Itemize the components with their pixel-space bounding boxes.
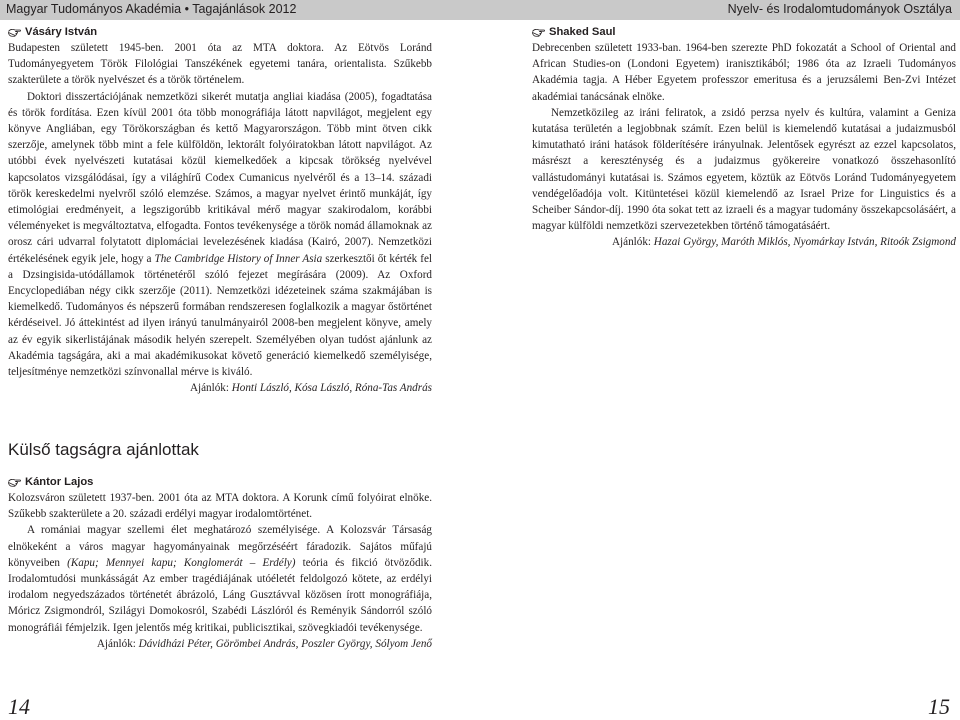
book-title: The Cambridge History of Inner Asia bbox=[154, 252, 323, 265]
nominee-heading bbox=[8, 474, 432, 490]
header-right-title: Nyelv- és Irodalomtudományok Osztálya bbox=[727, 2, 952, 16]
nominee-name: Vásáry István bbox=[25, 25, 98, 38]
left-column-kantor bbox=[8, 474, 432, 652]
achievements-paragraph: Doktori disszertációjának nemzetközi sikerét mutatja angliai kiadása (2005), fogadtatása és török fordítása. Ezen kívül 2001 óta több monográfiája látott napvilágot, megjelent egy könyve Angliában, egy Törökországban és kettő Magyarországon. Több mint ötven cikk szerzője, amelynek több mint a fele külföldön, lektorált folyóiratokban látott napvilágot. Az utóbbi évek nyelvészeti kutatásai közül kiemelkedőek a kipcsak törökség nyelvével kapcsolatos vizsgálódásai, így a világhírű Codex Cumanicus nyelvéről és a 13–14. századi török kereskedelmi nyelvről szóló elemzése. Számos, a magyar nyelvet érintő munkáját, így etimológiai eredményeit, a legszigorúbb kritikával mérő magyar szakirodalom, korábbi véleményeket is megváltoztatva, elfogadta. Fontos tevékenysége a török nomád államoknak az orosz cári udvarral folytatott diplomáciai levelezésének kiadása (Kairó, 2007). Nemzetközi értékelésének egyik jele, hogy a The Cambridge History of Inner Asia szerkesztői őt kérték fel a Dzsingisida-utódállamok történetéről szóló fejezet megírására (2009). Az Oxford Encyclopediában négy cikk szerzője (2011). Nemzetközi idézeteinek száma szakmájában is kiemelkedő. Tudományos és népszerű formában rendszeresen foglalkozik a magyar őstörténet kérdéseivel. Jó áttekintést ad ilyen irányú tanulmányairól 2008-ben megjelent könyve, amely az év egyik sikerlistájának második helyén szerepelt. Személyében olyan tudóst ajánlunk az Akadémia tagságára, aki a mai akadémikusokat követő generáció kiemelkedő személyisége, teljesítménye nemzetközi színvonallal mérve is kiváló. bbox=[8, 90, 432, 379]
nominee-name: Shaked Saul bbox=[549, 25, 616, 38]
recommenders-line: Ajánlók: Hazai György, Maróth Miklós, Nyomárkay István, Ritoók Zsigmond bbox=[612, 236, 956, 249]
header-left-title: Magyar Tudományos Akadémia • Tagajánlások 2012 bbox=[6, 2, 297, 16]
left-column-vasary bbox=[8, 24, 432, 396]
recommenders-line: Ajánlók: Honti László, Kósa László, Róna-Tas András bbox=[189, 382, 432, 395]
right-column-shaked bbox=[532, 24, 956, 251]
hand-pointer-icon bbox=[532, 27, 546, 37]
achievements-paragraph: A romániai magyar szellemi élet meghatározó személyisége. A Kolozsvár Társaság elnökeként a város magyar hagyományainak megőrzéséért fáradozik. Sajátos műfajú könyveiben (Kapu; Mennyei kapu; Konglomerát – Erdély) teória és fikció ötvöződik. Irodalomtudósi munkásságát Az ember tragédiájának utóéletét feldolgozó kötete, az erdélyi irodalom negyedszázados történetét ábrázoló, Láng Gusztávval közösen írott monográfiája, Móricz Zsigmondról, Szilágyi Domokosról, Szabédi Lászlóról és Reményik Sándorról szóló monográfiái fémjelzik. Igen jelentős még kritikai, publicisztikai, szövegkiadói tevékenysége. bbox=[8, 524, 432, 634]
recommender-names: Honti László, Kósa László, Róna-Tas András bbox=[231, 382, 432, 395]
page-number-left: 14 bbox=[8, 694, 30, 719]
bio-paragraph: Budapesten született 1945-ben. 2001 óta az MTA doktora. Az Eötvös Loránd Tudományegyetem Török Filológiai Tanszékének egyetemi tanára, orientalista. Szűkebb szakterülete a török nyelvészet és a török történelem. bbox=[8, 42, 432, 87]
running-header bbox=[0, 0, 960, 20]
page-number-right: 15 bbox=[928, 694, 950, 719]
recommender-names: Hazai György, Maróth Miklós, Nyomárkay István, Ritoók Zsigmond bbox=[653, 236, 956, 249]
recommenders-line: Ajánlók: Dávidházi Péter, Görömbei András, Poszler György, Sólyom Jenő bbox=[96, 637, 432, 650]
bio-paragraph: Debrecenben született 1933-ban. 1964-ben szerezte PhD fokozatát a School of Oriental and African Studies-on (Londoni Egyetem) iranisztikából; 1986 óta az Izraeli Tudományos Akadémia tagja. A Héber Egyetem professzor emeritusa és a jeruzsálemi Ben-Zvi Intézet akadémiai tanácsának elnöke. bbox=[532, 42, 956, 103]
bio-paragraph: Kolozsváron született 1937-ben. 2001 óta az MTA doktora. A Korunk című folyóirat elnöke. Szűkebb szakterülete a 20. századi erdélyi magyar irodalomtörténet. bbox=[8, 492, 432, 521]
book-titles: (Kapu; Mennyei kapu; Konglomerát – Erdély) bbox=[67, 556, 296, 569]
nominee-heading bbox=[8, 24, 432, 40]
achievements-paragraph: Nemzetközileg az iráni feliratok, a zsidó perzsa nyelv és kultúra, valamint a Geniza kutatása területén a legjobbnak számít. Ezen belül is kiemelendő kutatásai a judaizmusból kimutatható iráni hatások földerítésére irányulnak. Jelentősek egyrészt az ezzel kapcsolatos, másrészt a kereszténység és a judaizmus gyökereire vonatkozó összehasonlító vallástudományi kutatásai is. Számos egyetem, köztük az Eötvös Loránd Tudományegyetem vendégelőadója volt. Kitüntetései közül kiemelendő az Israel Prize for Linguistics és a Scheiber Sándor-díj. 1990 óta sokat tett az izraeli és a magyar tudomány összekapcsolásáért, a magyar külföldi nemzetközi szervezetekben történő támogatásáért. bbox=[532, 106, 956, 233]
section-heading: Külső tagságra ajánlottak bbox=[8, 440, 199, 459]
hand-pointer-icon bbox=[8, 27, 22, 37]
nominee-heading bbox=[532, 24, 956, 40]
nominee-name: Kántor Lajos bbox=[25, 475, 94, 488]
recommender-names: Dávidházi Péter, Görömbei András, Poszler György, Sólyom Jenő bbox=[138, 637, 432, 650]
hand-pointer-icon bbox=[8, 477, 22, 487]
